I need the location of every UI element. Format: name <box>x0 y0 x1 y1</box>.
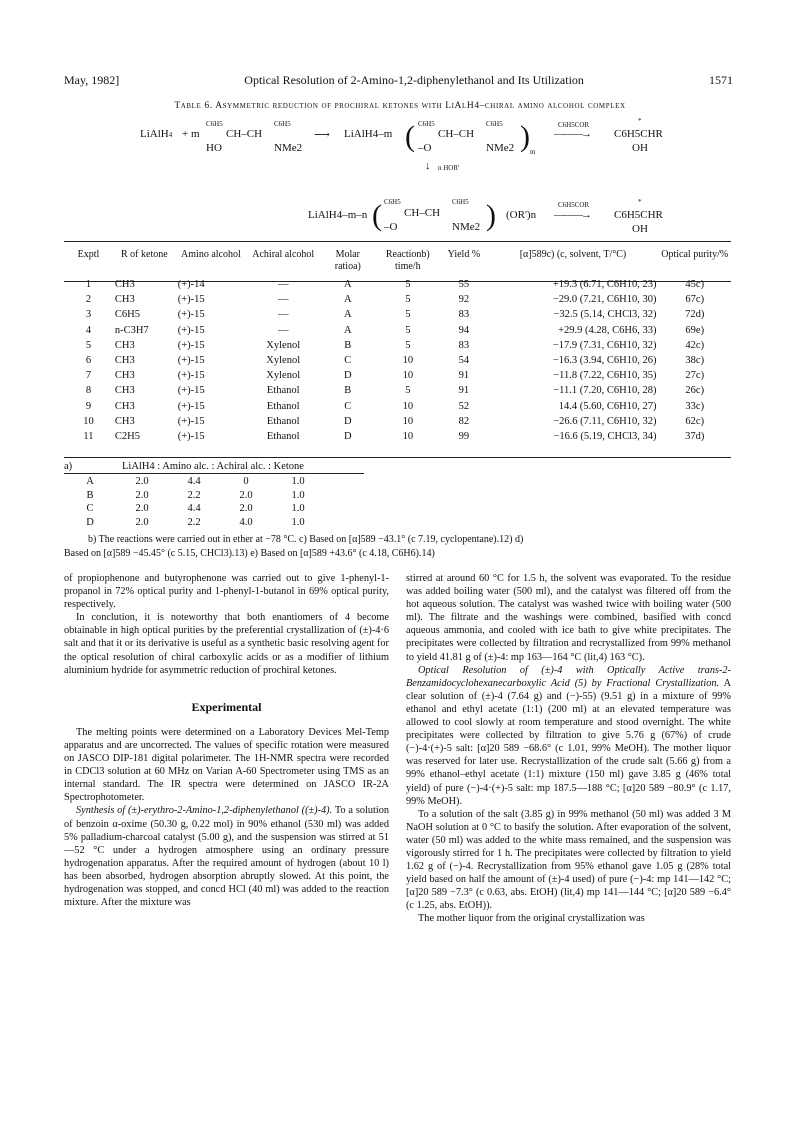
paragraph: Optical Resolution of (±)-4 with Optically Active trans-2-Benzamidocyclohexanecarboxylic Acid (5) by Fractional Crystallization. A clear solution of (±)-4 (7.64 g) and (−)-55) (9.51 g) in a mixture of 99% ethanol and ethyl acetate (1:1) (200 ml) at an elevated temperature was allowed to cool slowly at room temperature and stood overnight. The white precipitates were collected by filtration to give 5.76 g (67%) of crude (−)-4·(+)-5 salt: [α]20 589 −68.6° (c 1.01, 99% MeOH). The mother liquor was reserved for later use. Recrystallization of the crude salt (5.66 g) from a 99% ethanol–ethyl acetate (1:1) mixture (150 ml) gave 3.85 g (46% total yield) of pure (−)-4·(+)-5 salt: mp 187.5—188 °C; [α]20 589 −80.9° (c 1.17, 99% MeOH). <box>406 664 731 807</box>
scheme-lialh4: LiAlH4 <box>140 128 173 140</box>
table-cell: 10 <box>402 355 414 367</box>
table-cell: 26c) <box>685 385 705 397</box>
scheme-nme2-3: NMe2 <box>452 221 481 233</box>
col-header: [α]589c) (c, solvent, T/°C) <box>519 249 627 260</box>
ratio-cell: 2.0 <box>239 503 253 514</box>
table-cell: B <box>344 385 352 397</box>
table-row <box>64 368 731 383</box>
paragraph: The melting points were determined on a Laboratory Devices Mel-Temp apparatus and are uncorrected. The values of specific rotation were measured on JASCO DIP-181 digital polarimeter. The 1H-NMR spectra were recorded in CDCl3 solution at 60 MHz on Varian A-60 Spectrometer using TMS as an internal standard. The IR spectra were determined on JASCO IR-2A Spectrophotometer. <box>64 726 389 804</box>
ratio-cell: B <box>86 489 94 501</box>
section-heading: Experimental <box>191 699 262 714</box>
scheme-nme2-1: NMe2 <box>274 142 303 154</box>
header-title: Optical Resolution of 2-Amino-1,2-diphenylethanol and Its Utilization <box>244 73 584 87</box>
paragraph: of propiophenone and butyrophenone was carried out to give 1-phenyl-1-propanol in 72% optical purity and 1-phenyl-1-butanol in 69% optical purity, respectively. <box>64 573 389 611</box>
table-cell: 55 <box>458 279 470 290</box>
scheme-reagent-1: C6H5COR <box>558 121 590 129</box>
table-cell: 4 <box>85 324 92 336</box>
col-header: Reactionb) time/h <box>385 249 430 272</box>
table-cell: C <box>344 355 352 367</box>
ratio-cell: 2.0 <box>135 476 149 487</box>
scheme-ch-ch-2: CH–CH <box>438 128 475 140</box>
col-header: Exptl <box>77 249 100 260</box>
table-cell: 5 <box>405 294 411 306</box>
table-footnotes <box>64 533 733 561</box>
ratio-cell: 2.2 <box>187 489 201 501</box>
table-cell: 5 <box>405 339 411 351</box>
col-header: Achiral alcohol <box>252 249 315 260</box>
table-cell: 54 <box>458 355 470 367</box>
table-cell: 82 <box>458 415 470 427</box>
col-header: Optical purity/% <box>661 249 729 260</box>
ratio-cell: 0 <box>243 476 249 487</box>
table-cell: (+)-15 <box>177 294 205 306</box>
table-cell: CH3 <box>114 400 135 412</box>
reduction-results-table <box>64 247 731 444</box>
table-cell: 99 <box>458 431 470 443</box>
table-cell: 14.4 (5.60, C6H10, 27) <box>558 400 657 412</box>
paragraph: stirred at around 60 °C for 1.5 h, the solvent was evaporated. To the residue was added boiling water (500 ml), and the catalyst was filtered off from the hot aqueous solution. The catalyst was washed twice with boiling water (500 ml). The filtrate and the washings were combined, basified with concd aqueous ammonia, and cooled with ice bath to give white precipitates. The precipitates were collected by filtration and recrystallized from 99% methanol to yield 41.81 g of (±)-4: mp 163—164 °C (lit,4) 163 °C). <box>406 573 731 663</box>
table-cell: A <box>344 324 352 336</box>
table-row <box>64 292 731 307</box>
scheme-ch-ch-3: CH–CH <box>404 207 441 219</box>
table-cell: Xylenol <box>266 355 301 367</box>
scheme-arrow-1: ⟶ <box>314 129 330 141</box>
table-cell: 94 <box>458 324 470 336</box>
table-cell: CH3 <box>114 370 135 382</box>
col-header: Yield % <box>447 249 481 260</box>
table-body <box>64 277 731 444</box>
right-column <box>406 572 731 926</box>
table-row <box>64 429 731 444</box>
table-row <box>64 383 731 398</box>
scheme-o-1: –O <box>418 142 432 154</box>
table-cell: 91 <box>458 385 470 397</box>
table-cell: (+)-15 <box>177 431 205 443</box>
table-cell: A <box>344 279 352 290</box>
ratio-cell: 4.4 <box>187 476 201 487</box>
table-cell: −26.6 (7.11, C6H10, 32) <box>553 415 657 427</box>
table-cell: 10 <box>402 400 414 412</box>
table-cell: (+)-15 <box>177 385 205 397</box>
table-cell: — <box>277 309 289 321</box>
scheme-paren-close-2: ) <box>486 199 496 232</box>
paragraph: In conclution, it is noteworthy that both enantiomers of 4 become obtainable in high optical purities by the preferential crystallization of (±)-4·6 salt and that it or its derivative is useful as a synthetic basic resolving agent for the optical resolution of chiral carboxylic acids or as a modifier of lithium aluminium hydride for asymmetric reduction of prochiral ketones. <box>64 612 389 676</box>
ratio-note: a) <box>64 461 73 472</box>
table-cell: CH3 <box>114 294 135 306</box>
table-cell: −16.6 (5.19, CHCl3, 34) <box>553 431 657 443</box>
table-cell: — <box>277 294 289 306</box>
table-cell: C2H5 <box>114 431 141 443</box>
table-cell: A <box>344 309 352 321</box>
table-cell: (+)-15 <box>177 415 205 427</box>
scheme-arrow-3: ———→ <box>554 209 590 221</box>
ratio-cell: D <box>86 516 94 528</box>
molar-ratio-table <box>64 460 364 529</box>
footnote-line-2: Based on [α]589 −45.45° (c 5.15, CHCl3).13) e) Based on [α]589 +43.6° (c 4.18, C6H6).14) <box>64 548 435 559</box>
table-cell: 33c) <box>685 400 705 412</box>
table-cell: C6H5 <box>114 309 141 321</box>
scheme-arrow-2: ———→ <box>554 128 590 140</box>
table-cell: 5 <box>405 279 411 290</box>
ratio-rows <box>64 475 364 529</box>
col-header: Amino alcohol <box>181 249 241 260</box>
table-cell: 9 <box>85 400 92 412</box>
table-cell: −29.0 (7.21, C6H10, 30) <box>552 294 657 306</box>
scheme-lialh4-mn: LiAlH4–m–n <box>308 209 368 221</box>
table-bottom-rule <box>64 457 731 458</box>
scheme-ch-ch-1: CH–CH <box>226 128 263 140</box>
scheme-oh-2: OH <box>632 223 648 235</box>
scheme-ho: HO <box>206 142 222 154</box>
table-cell: n-C3H7 <box>114 324 149 336</box>
table-cell: 5 <box>405 309 411 321</box>
table-cell: 7 <box>85 370 92 382</box>
table-cell: 1 <box>85 279 92 290</box>
ratio-cell: 2.0 <box>135 516 149 528</box>
table-cell: CH3 <box>114 355 135 367</box>
table-cell: CH3 <box>114 415 135 427</box>
scheme-star-2: * <box>638 198 642 206</box>
table-title: Table 6. Asymmetric reduction of prochiral ketones with LiAlH4–chiral amino alcohol complex <box>174 101 626 111</box>
table-cell: 45c) <box>685 279 705 290</box>
table-cell: 10 <box>83 415 94 427</box>
table-cell: 42c) <box>685 339 705 351</box>
table-cell: Ethanol <box>266 431 300 443</box>
scheme-product-2: C6H5CHR <box>614 209 663 221</box>
scheme-lialh4-m: LiAlH4–m <box>344 128 393 140</box>
table-cell: 91 <box>458 370 470 382</box>
ratio-cell: 4.0 <box>239 516 253 528</box>
ratio-row <box>64 502 364 516</box>
scheme-plus-m: + m <box>182 128 200 140</box>
scheme-phenyl-3: C6H5 <box>418 120 435 128</box>
table-cell: −11.1 (7.20, C6H10, 28) <box>553 385 657 397</box>
table-cell: C <box>344 400 352 412</box>
table-cell: −17.9 (7.31, C6H10, 32) <box>552 339 657 351</box>
ratio-cell: 1.0 <box>291 476 305 487</box>
table-row <box>64 414 731 429</box>
table-row <box>64 338 731 353</box>
table-cell: Xylenol <box>266 370 301 382</box>
table-cell: 38c) <box>685 355 705 367</box>
table-cell: Ethanol <box>266 415 300 427</box>
table-cell: 8 <box>85 385 92 397</box>
table-cell: −16.3 (3.94, C6H10, 26) <box>552 355 657 367</box>
table-cell: 2 <box>85 294 92 306</box>
table-cell: B <box>344 339 352 351</box>
ratio-row <box>64 475 364 489</box>
ratio-cell: 4.4 <box>187 503 201 514</box>
table-cell: 92 <box>458 294 470 306</box>
ratio-header-row <box>64 460 364 474</box>
scheme-phenyl-4: C6H5 <box>486 120 503 128</box>
scheme-nhor: n HOR' <box>438 164 460 172</box>
table-cell: 67c) <box>685 294 705 306</box>
table-cell: 6 <box>85 355 92 367</box>
paragraph-title: Synthesis of (±)-erythro-2-Amino-1,2-diphenylethanol ((±)-4). <box>76 805 333 817</box>
table-cell: (+)-15 <box>177 324 205 336</box>
table-row <box>64 353 731 368</box>
scheme-phenyl-5: C6H5 <box>384 198 401 206</box>
table-cell: 5 <box>405 324 411 336</box>
table-row <box>64 307 731 322</box>
scheme-sub-m: m <box>530 148 536 156</box>
table-cell: 83 <box>458 339 470 351</box>
left-column <box>64 572 389 909</box>
table-cell: 83 <box>458 309 470 321</box>
table-cell: — <box>277 324 289 336</box>
table-cell: — <box>277 279 289 290</box>
ratio-rule <box>64 473 364 474</box>
scheme-paren-open-2: ( <box>372 199 382 232</box>
footnote-line-1: b) The reactions were carried out in ether at −78 °C. c) Based on [α]589 −43.1° (c 7.19, cyclopentane).12) d) <box>88 534 524 545</box>
scheme-phenyl-6: C6H5 <box>452 198 469 206</box>
table-cell: (+)-15 <box>177 355 205 367</box>
table-cell: (+)-15 <box>177 309 205 321</box>
scheme-arrow-down: ↓ <box>425 160 431 172</box>
scheme-nme2-2: NMe2 <box>486 142 515 154</box>
table-cell: 72d) <box>685 309 705 321</box>
ratio-cell: 2.0 <box>135 489 149 501</box>
ratio-cell: A <box>86 476 94 487</box>
table-row <box>64 277 731 292</box>
table-cell: CH3 <box>114 339 135 351</box>
ratio-cell: 2.0 <box>135 503 149 514</box>
paragraph: Synthesis of (±)-erythro-2-Amino-1,2-diphenylethanol ((±)-4). To a solution of benzoin α-oxime (50.30 g, 0.22 mol) in 90% ethanol (530 ml) was added 5% palladium-charcoal catalyst (5.00 g), and the suspension was stirred at 51—52 °C under a hydrogen atmosphere using an ordinary pressure hydrogenation apparatus. After the required amount of hydrogen (about 10 l) has been absorbed, hydrogen absorption abruptly slowed. At this point, the hydrogenation was stopped, and concd HCl (40 ml) was added to the reaction mixture. After the mixture was <box>64 805 390 909</box>
table-cell: (+)-15 <box>177 400 205 412</box>
table-cell: (+)-15 <box>177 339 205 351</box>
table-cell: +19.3 (6.71, C6H10, 23) <box>552 279 657 290</box>
paragraph: To a solution of the salt (3.85 g) in 99% methanol (50 ml) was added 3 M NaOH solution at 0 °C to basify the solution. After evaporation of the solvent, water (50 ml) was added to the white mass remained, and the suspension was vigorously stirred for 1 h. The precipitates were collected by filtration to yield 1.62 g of (−)-4. Recrystallization from 95% ethanol gave 1.05 g (28% total yield based on half the amount of (±)-4 used) of pure (−)-4: mp 141—142 °C; [α]20 589 −7.3° (c 0.63, abs. EtOH) (lit,4) mp 141—144 °C; [α]20 589 −6.4° (c 1.25, abs. EtOH)). <box>406 808 731 912</box>
scheme-product-1: C6H5CHR <box>614 128 663 140</box>
table-cell: 5 <box>85 339 92 351</box>
table-cell: 5 <box>405 385 411 397</box>
ratio-cell: 1.0 <box>291 516 305 528</box>
ratio-cell: C <box>86 503 94 514</box>
table-cell: 10 <box>402 370 414 382</box>
table-cell: 10 <box>402 415 414 427</box>
scheme-star-1: * <box>638 117 642 125</box>
table-cell: 37d) <box>685 431 705 443</box>
ratio-cell: 1.0 <box>291 503 305 514</box>
table-cell: −32.5 (5.14, CHCl3, 32) <box>553 309 657 321</box>
paragraph-title: Optical Resolution of (±)-4 with Optically Active trans-2-Benzamidocyclohexanecarboxylic Acid (5) by Fractional Crystallization. <box>406 664 731 689</box>
table-cell: Ethanol <box>266 400 300 412</box>
running-header <box>64 73 733 89</box>
table-cell: 11 <box>83 431 94 443</box>
ratio-cell: 1.0 <box>291 489 305 501</box>
table-top-rule <box>64 241 731 242</box>
table-cell: 52 <box>458 400 470 412</box>
table-cell: (+)-14 <box>177 279 205 290</box>
table-cell: (+)-15 <box>177 370 205 382</box>
table-cell: −11.8 (7.22, C6H10, 35) <box>553 370 657 382</box>
scheme-phenyl-1: C6H5 <box>206 120 223 128</box>
table-cell: Ethanol <box>266 385 300 397</box>
table-cell: A <box>344 294 352 306</box>
scheme-paren-close-1: ) <box>520 120 530 153</box>
scheme-phenyl-2: C6H5 <box>274 120 291 128</box>
table-cell: +29.9 (4.28, C6H6, 33) <box>558 324 657 336</box>
table-cell: 10 <box>402 431 414 443</box>
ratio-header: LiAlH4 : Amino alc. : Achiral alc. : Ketone <box>122 461 304 472</box>
table-cell: CH3 <box>114 385 135 397</box>
scheme-oh-1: OH <box>632 142 648 154</box>
scheme-reagent-2: C6H5COR <box>558 201 590 209</box>
table-cell: D <box>344 370 352 382</box>
ratio-cell: 2.2 <box>187 516 201 528</box>
table-cell: D <box>344 431 352 443</box>
header-page-number: 1571 <box>708 73 733 87</box>
col-header: Molar ratioa) <box>334 249 361 272</box>
table-cell: 69e) <box>685 324 705 336</box>
reaction-scheme <box>60 115 740 233</box>
table-cell: CH3 <box>114 279 135 290</box>
table-cell: D <box>344 415 352 427</box>
table-cell: 3 <box>85 309 92 321</box>
col-header: R of ketone <box>121 249 168 260</box>
ratio-row <box>64 489 364 503</box>
header-date: May, 1982] <box>64 73 120 87</box>
ratio-row <box>64 516 364 530</box>
table-cell: 62c) <box>685 415 705 427</box>
scheme-o-2: –O <box>384 221 398 233</box>
table-cell: Xylenol <box>266 339 301 351</box>
table-cell: 27c) <box>685 370 705 382</box>
ratio-cell: 2.0 <box>239 489 253 501</box>
table-row <box>64 323 731 338</box>
table-header-row <box>64 247 731 277</box>
scheme-paren-open-1: ( <box>405 120 415 153</box>
scheme-or-n: (OR')n <box>506 209 537 221</box>
paragraph: The mother liquor from the original crystallization was <box>418 913 645 925</box>
table-row <box>64 399 731 414</box>
